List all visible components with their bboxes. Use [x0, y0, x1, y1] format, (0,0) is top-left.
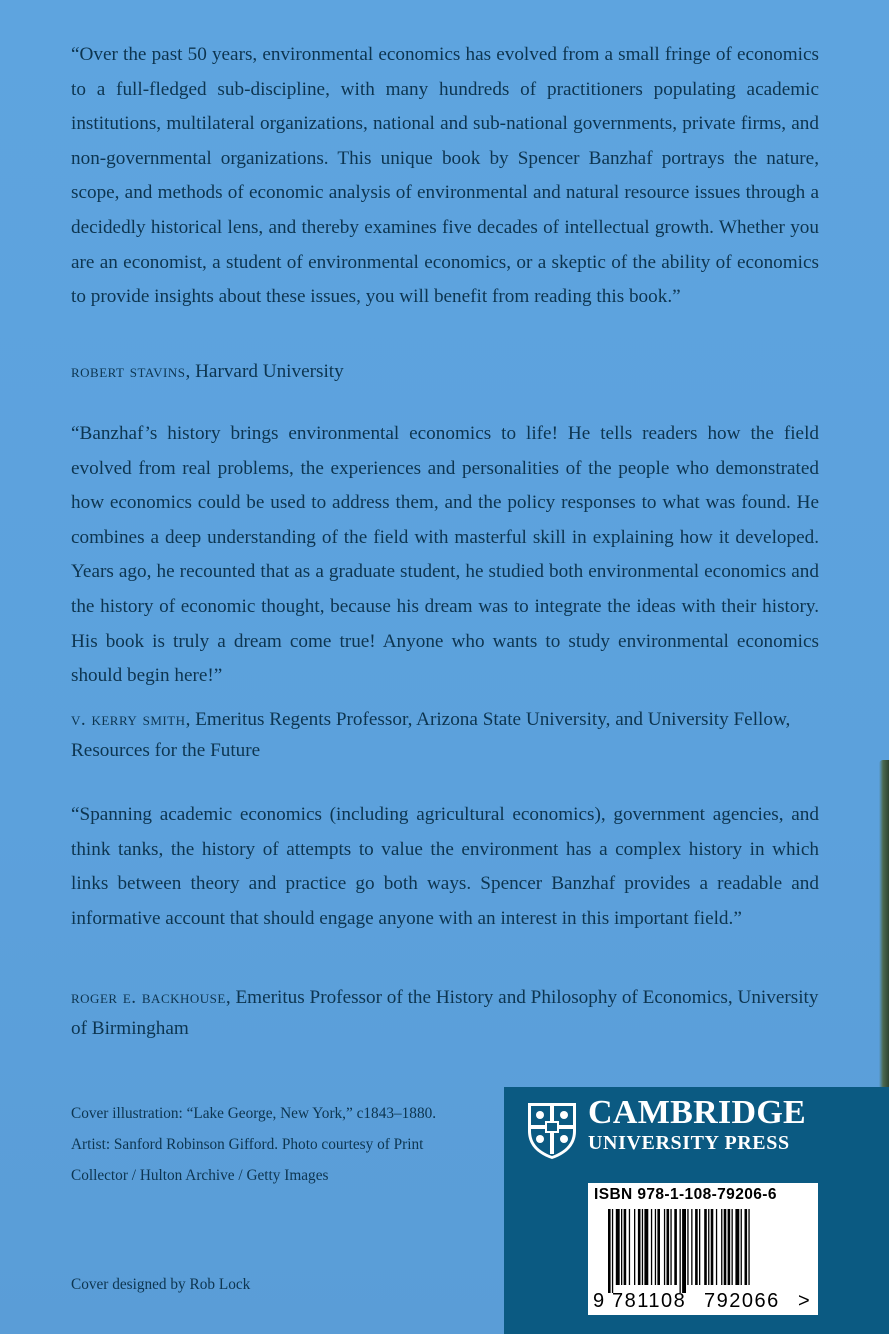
barcode-digits-right: 792066 [704, 1290, 780, 1312]
barcode-bar [699, 1209, 700, 1285]
barcode-bar [704, 1209, 707, 1285]
barcode-bar [612, 1209, 613, 1293]
publisher-name-line1: CAMBRIDGE [588, 1094, 807, 1131]
barcode-bar [695, 1209, 698, 1285]
barcode-bar [716, 1209, 717, 1285]
barcode-bar [667, 1209, 670, 1285]
barcode-bar [748, 1209, 749, 1285]
endorser-name: roger e. backhouse [71, 987, 226, 1008]
barcode-bar [680, 1209, 681, 1293]
endorser-affiliation: , Harvard University [185, 361, 344, 382]
endorser-affiliation: , Emeritus Professor of the History and Philosophy of Economics, University of Birmingham [71, 987, 819, 1039]
barcode-digit-first: 9 [593, 1290, 605, 1312]
barcode-bar [624, 1209, 627, 1285]
endorser-name: robert stavins [71, 361, 186, 382]
endorsement-attribution-3 [71, 982, 819, 1044]
publisher-name [588, 1095, 806, 1155]
barcode-bar [687, 1209, 688, 1285]
barcode-bar [674, 1209, 677, 1285]
barcode-bar [735, 1209, 739, 1285]
endorsement-attribution-2 [71, 704, 819, 766]
barcode-bar [638, 1209, 641, 1285]
endorser-name: v. kerry smith [71, 709, 186, 730]
isbn-barcode [588, 1183, 818, 1315]
cover-illustration-credit: Cover illustration: “Lake George, New York,” c1843–1880. Artist: Sanford Robinson Gifford. Photo courtesy of Print Collector / Hulton Archive / Getty Images [71, 1105, 437, 1184]
barcode-end-marker: > [798, 1290, 810, 1312]
cover-designer-credit: Cover designed by Rob Lock [71, 1276, 251, 1293]
endorsement-quote-2: “Banzhaf’s history brings environmental economics to life! He tells readers how the field evolved from real problems, the experiences and personalities of the people who demonstrated how economics could be used to address them, and the policy responses to what was found. He combines a deep understanding of the field with masterful skill in explaining how it developed. Years ago, he recounted that as a graduate student, he studied both environmental economics and the history of economic thought, because his dream was to integrate the ideas with their history. His book is truly a dream come true! Anyone who wants to study environmental economics should begin here!” [71, 423, 819, 687]
endorser-affiliation: , Emeritus Regents Professor, Arizona State University, and University Fellow, Resources for the Future [71, 709, 791, 761]
barcode-bar [682, 1209, 686, 1293]
barcode-bar [655, 1209, 656, 1285]
endorsement-quote-3: “Spanning academic economics (including agricultural economics), government agencies, and think tanks, the history of attempts to value the environment has a complex history in which links between theory and practice go both ways. Spencer Banzhaf provides a readable and informative account that should engage anyone with an interest in this important field.” [71, 804, 819, 929]
barcode-bar-group [608, 1209, 750, 1293]
university-crest-icon [526, 1101, 578, 1161]
barcode-bar [670, 1209, 671, 1285]
barcode-bar [642, 1209, 643, 1285]
barcode-bar [657, 1209, 660, 1285]
barcode-bar [634, 1209, 635, 1285]
publisher-name-line2: UNIVERSITY PRESS [588, 1132, 790, 1154]
endorsement-quote-1: “Over the past 50 years, environmental economics has evolved from a small fringe of economics to a full-fledged sub-discipline, with many hundreds of practitioners populating academic institutions, multilateral organizations, national and sub-national governments, private firms, and non-governmental organizations. This unique book by Spencer Banzhaf portrays the nature, scope, and methods of economic analysis of environmental and natural resource issues through a decidedly historical lens, and thereby examines five decades of intellectual growth. Whether you are an economist, a student of environmental economics, or a skeptic of the ability of economics to provide insights about these issues, you will benefit from reading this book.” [71, 44, 819, 308]
barcode-bar [691, 1209, 692, 1285]
barcode-bar [644, 1209, 648, 1285]
barcode-bar [621, 1209, 622, 1285]
barcode-bar [728, 1209, 731, 1285]
barcode-bar [732, 1209, 733, 1285]
barcode-bar [745, 1209, 748, 1285]
cover-art-edge [879, 760, 889, 1090]
barcode-bars [590, 1209, 816, 1313]
barcode-bar [608, 1209, 611, 1293]
endorsement-attribution-1 [71, 356, 819, 387]
barcode-digits-left: 781108 [612, 1290, 687, 1312]
barcode-bar [724, 1209, 727, 1285]
barcode-bar [708, 1209, 709, 1285]
barcode-bar [721, 1209, 722, 1285]
barcode-bar [629, 1209, 630, 1285]
barcode-bar [711, 1209, 714, 1285]
barcode-bar [616, 1209, 620, 1285]
barcode-bar [664, 1209, 665, 1285]
publisher-box [504, 1087, 889, 1334]
barcode-bar [651, 1209, 652, 1285]
barcode-bar [741, 1209, 742, 1285]
isbn-label: ISBN 978-1-108-79206-6 [594, 1186, 777, 1203]
